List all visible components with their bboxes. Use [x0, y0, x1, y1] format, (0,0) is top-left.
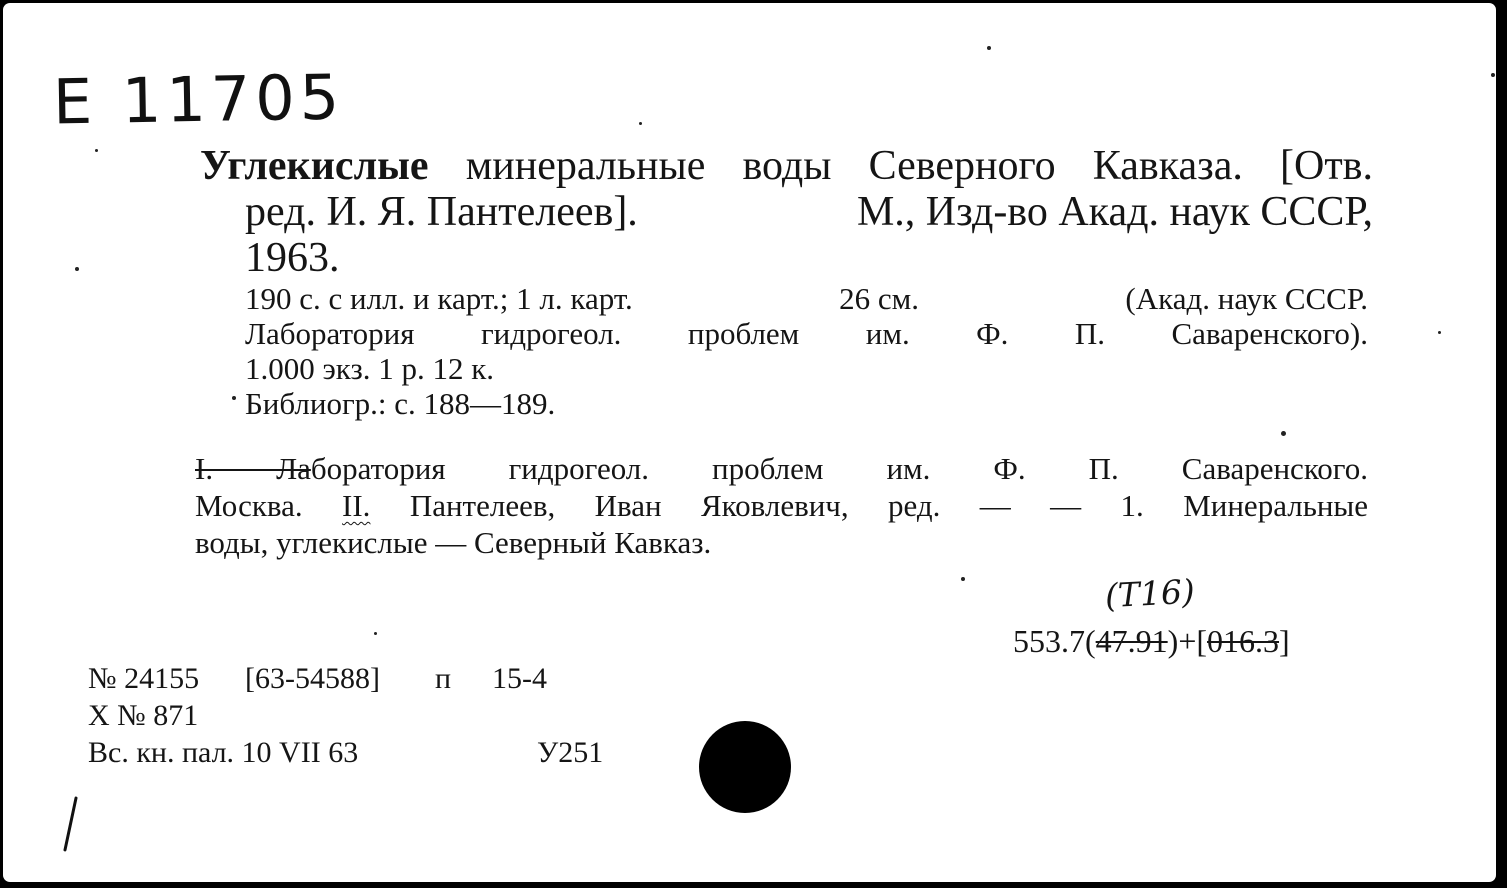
collation-block [245, 281, 1368, 421]
struck-out-text: I. Ла [195, 451, 311, 486]
title-entry [200, 143, 1373, 281]
registry-row-3 [88, 734, 688, 771]
scan-speck [232, 396, 236, 400]
classification-suffix: ] [1279, 623, 1290, 659]
scan-speck [1491, 73, 1495, 77]
punch-hole [699, 721, 791, 813]
scan-speck [1281, 431, 1286, 436]
series-start: (Акад. наук СССР. [1125, 281, 1368, 316]
collation-line-1 [245, 281, 1368, 316]
title-lead-word: Углекислые [200, 143, 429, 189]
classification-middle: )+[ [1167, 623, 1208, 659]
registry-number: № 24155 [88, 662, 200, 695]
tracing-line-2 [195, 487, 1368, 524]
scan-speck [961, 577, 965, 581]
imprint-publisher: М., Изд-во Акад. наук СССР, [856, 189, 1373, 235]
tracing-roman-numeral: II. [342, 488, 371, 523]
tracing-line-2-rest: Пантелеев, Иван Яковлевич, ред. — — 1. Минеральные [409, 488, 1369, 523]
registry-row-1 [88, 660, 688, 697]
pagination: 190 с. с илл. и карт.; 1 л. карт. [245, 281, 633, 316]
tracings-block [195, 450, 1368, 561]
handwritten-call-number: Е 11705 [52, 60, 345, 139]
tracing-line-1 [195, 450, 1368, 487]
registry-block [88, 660, 688, 771]
scan-speck [639, 122, 642, 125]
scan-speck [1438, 331, 1441, 334]
registry-row-2 [88, 697, 688, 734]
print-code: У251 [537, 736, 604, 769]
tracing-line-3: воды, углекислые — Северный Кавказ. [195, 525, 712, 560]
classification-number [1013, 623, 1290, 659]
handwritten-note: (Т16) [1104, 571, 1196, 616]
registry-code: 15-4 [492, 662, 547, 695]
scan-speck [95, 149, 98, 152]
book-chamber-stamp: Вс. кн. пал. 10 VII 63 [88, 736, 359, 769]
dimensions: 26 см. [839, 281, 920, 316]
bibliography-note: Библиогр.: с. 188—189. [245, 386, 556, 421]
classification-prefix: 553.7( [1013, 623, 1096, 659]
tracing-city: Москва. [195, 488, 303, 523]
series-end: Лаборатория гидрогеол. проблем им. Ф. П. Саваренского). [245, 316, 1368, 351]
imprint-year: 1963. [245, 235, 340, 281]
tracing-line-1-rest: боратория гидрогеол. проблем им. Ф. П. Саваренского. [310, 451, 1369, 486]
scan-speck [374, 632, 377, 635]
print-run-price: 1.000 экз. 1 р. 12 к. [245, 351, 495, 386]
scan-speck [987, 46, 991, 50]
title-line-1 [200, 143, 1373, 189]
catalog-card [3, 3, 1496, 882]
registry-letter: п [435, 662, 452, 695]
struck-class-2: 016.3 [1207, 623, 1280, 659]
scan-speck [75, 267, 79, 271]
title-line-2 [245, 189, 1373, 235]
editor-statement: ред. И. Я. Пантелеев]. [245, 189, 638, 235]
title-line-1-rest: минеральные воды Северного Кавказа. [Отв. [465, 143, 1374, 189]
struck-class-1: 47.91 [1095, 623, 1168, 659]
x-number: Х № 871 [88, 699, 199, 732]
handwritten-slash-mark [63, 796, 78, 851]
card-number: [63-54588] [245, 662, 380, 695]
